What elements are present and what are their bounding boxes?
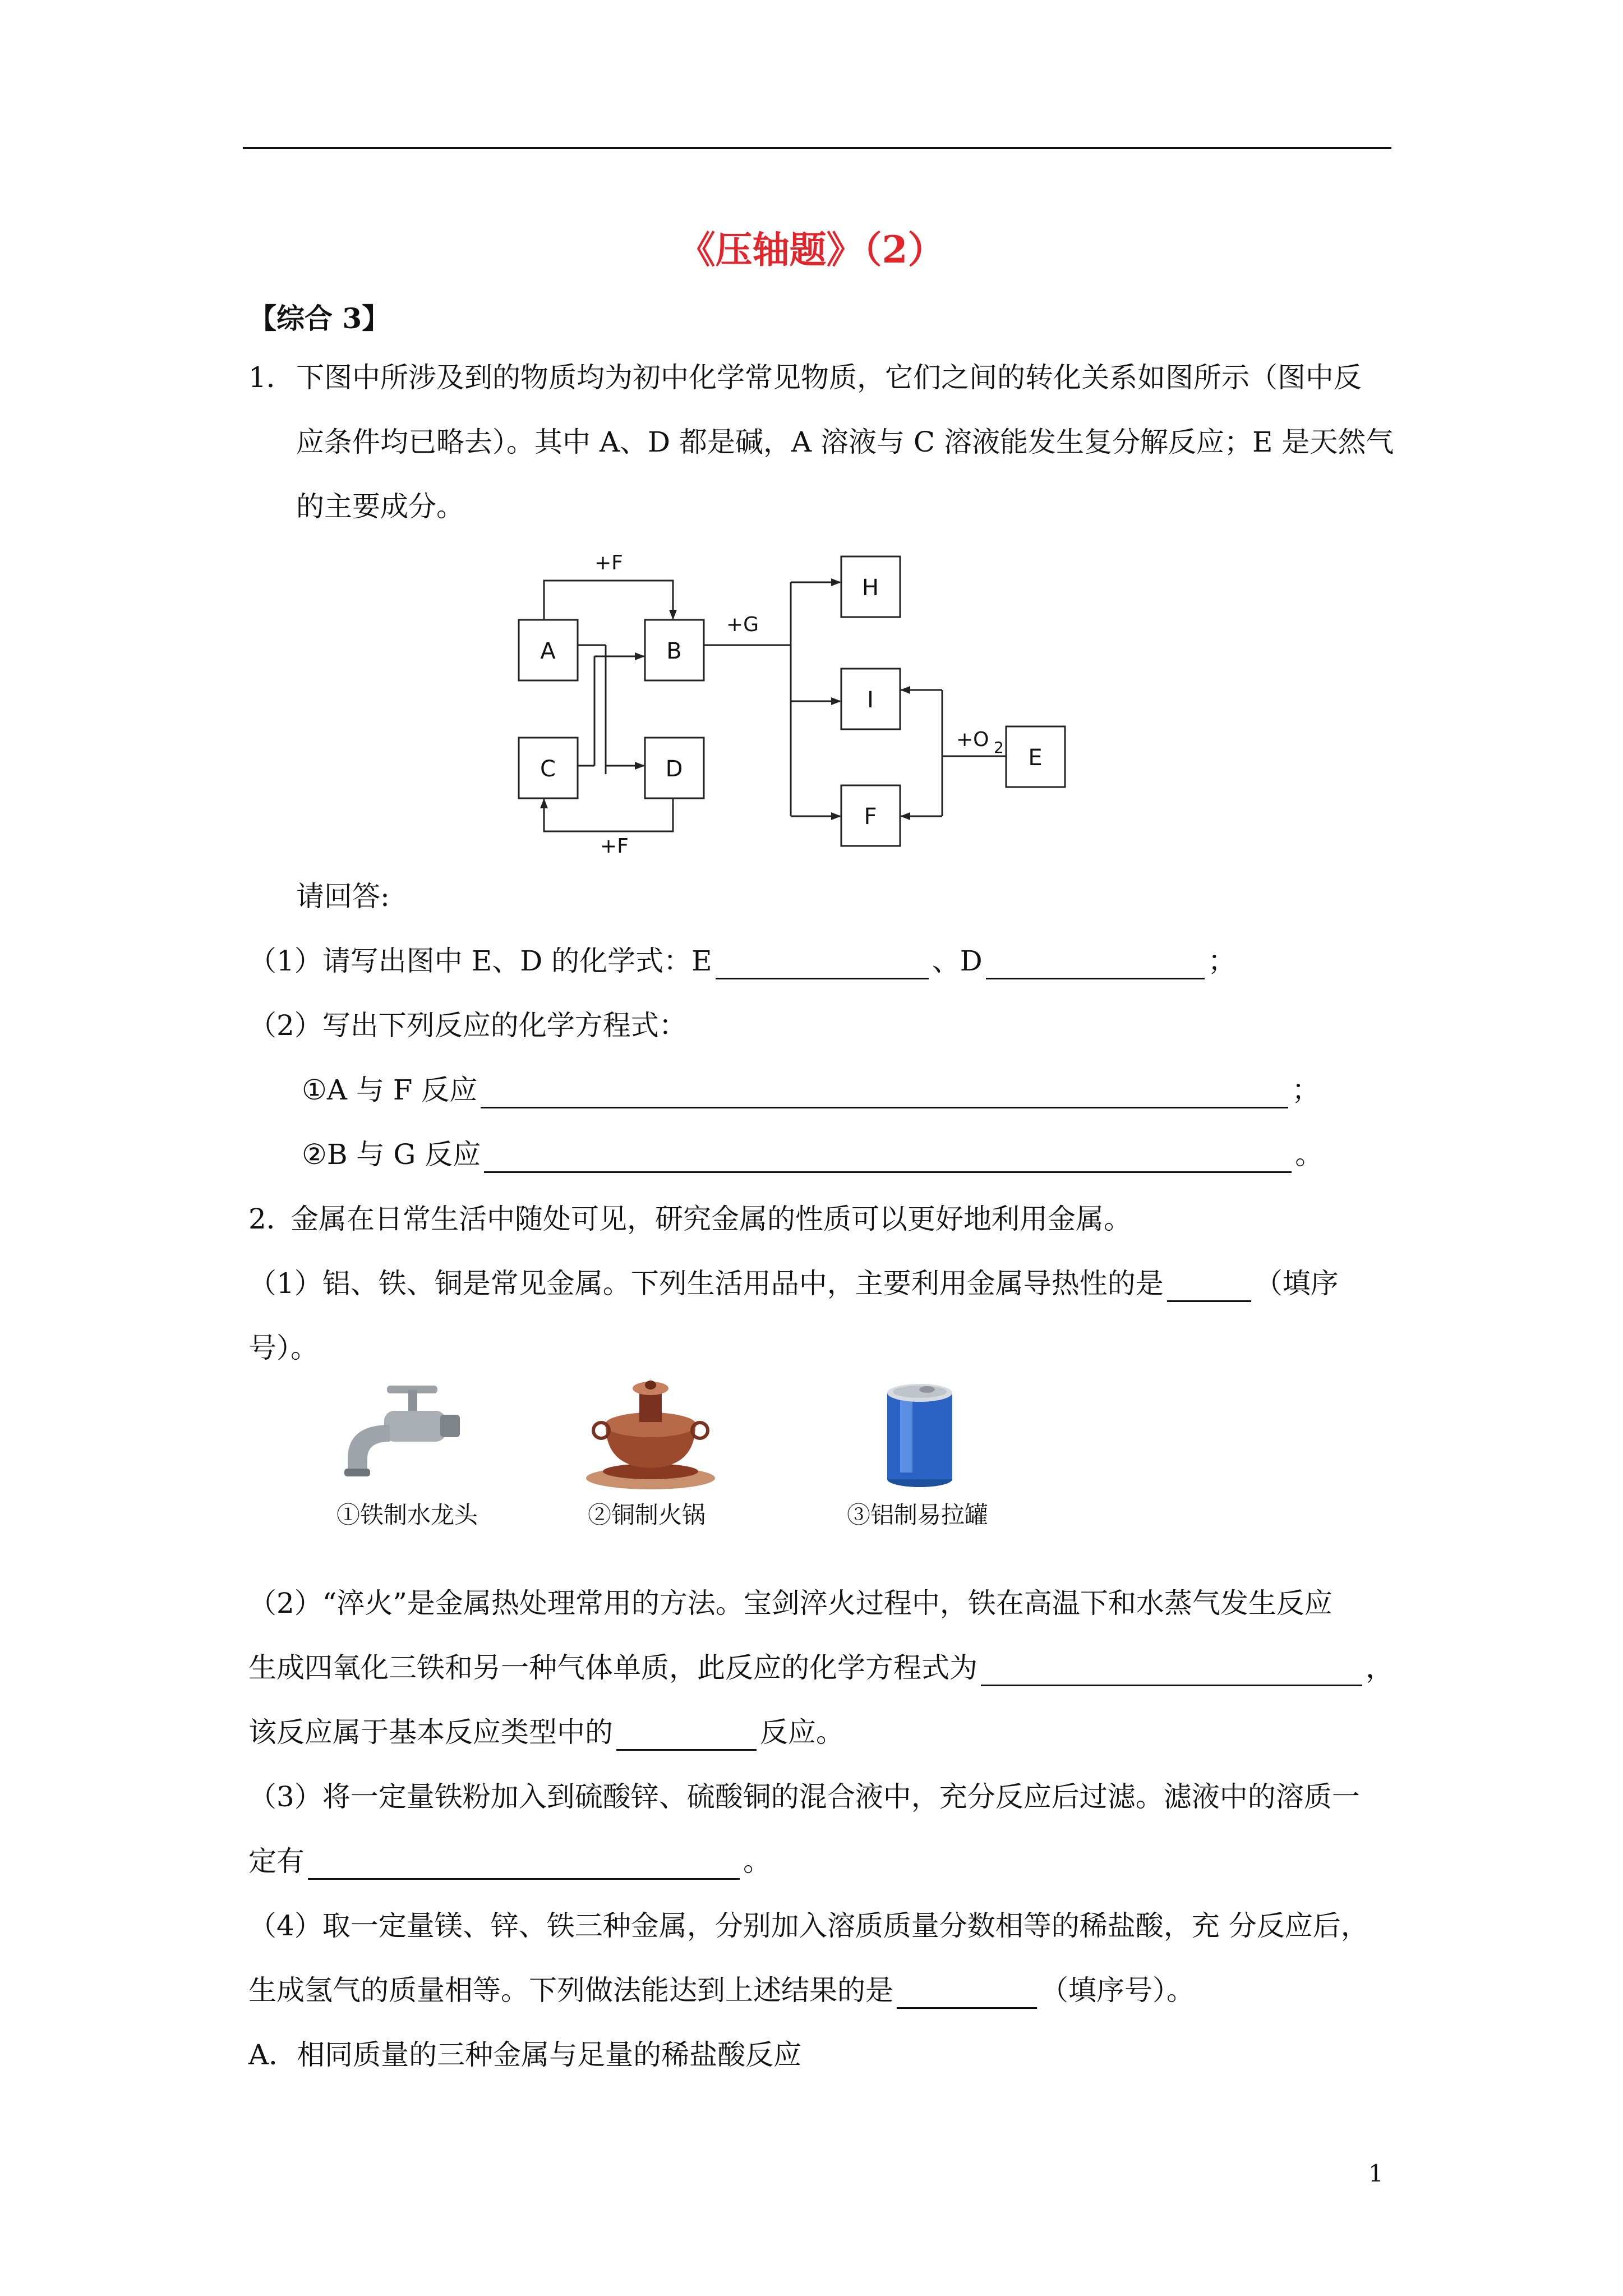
page-number: 1: [1368, 2160, 1384, 2187]
q2-p4-line2: 生成氢气的质量相等。下列做法能达到上述结果的是 （填序号）。: [248, 1972, 1195, 2009]
can-icon: [878, 1377, 962, 1489]
please-answer: 请回答:: [296, 880, 390, 913]
q1-stem-line3: 的主要成分。: [296, 490, 464, 523]
box-label: F: [864, 804, 877, 830]
q1-sub2-b: ②B 与 G 反应 。: [302, 1136, 1323, 1173]
q2-p2-line1: （2）“淬火”是金属热处理常用的方法。宝剑淬火过程中，铁在高温下和水蒸气发生反应: [248, 1587, 1332, 1619]
q2-option-a: A．相同质量的三种金属与足量的稀盐酸反应: [248, 2039, 802, 2071]
box-label: B: [666, 638, 682, 664]
box-label: E: [1028, 745, 1043, 771]
q1-stem-line1: 下图中所涉及到的物质均为初中化学常见物质，它们之间的转化关系如图所示（图中反: [296, 361, 1362, 394]
q1-stem-line2: 应条件均已略去）。其中 A、D 都是碱，A 溶液与 C 溶液能发生复分解反应；E 是天然气: [296, 426, 1394, 458]
answer-blank-solute[interactable]: [308, 1851, 740, 1880]
answer-blank-e[interactable]: [716, 951, 929, 979]
q1-sub1: （1）请写出图中 E、D 的化学式：E 、D ；: [248, 942, 1236, 979]
q1-sub2-a: ①A 与 F 反应 ；: [302, 1071, 1320, 1108]
label-plus-f-top: +F: [594, 551, 623, 574]
q1-number: 1．: [248, 361, 294, 394]
box-label: I: [867, 687, 874, 713]
q2-number: 2．: [248, 1203, 294, 1235]
answer-blank-reaction-type[interactable]: [616, 1722, 757, 1751]
caption-hotpot: ②铜制火锅: [588, 1501, 706, 1529]
q2-p3-line1: （3）将一定量铁粉加入到硫酸锌、硫酸铜的混合液中，充分反应后过滤。滤液中的溶质一: [248, 1780, 1360, 1813]
box-label: D: [665, 756, 683, 782]
q2-p1-line2: 号）。: [248, 1332, 319, 1364]
answer-blank-b-g[interactable]: [484, 1144, 1292, 1173]
label-plus-g: +G: [726, 613, 759, 636]
q2-p2-line2: 生成四氧化三铁和另一种气体单质，此反应的化学方程式为 ，: [248, 1649, 1394, 1686]
caption-faucet: ①铁制水龙头: [336, 1501, 478, 1529]
page-title: 《压轴题》（2）: [678, 228, 945, 272]
caption-can: ③铝制易拉罐: [847, 1501, 989, 1529]
answer-blank-p4[interactable]: [897, 1980, 1037, 2009]
answer-blank-d[interactable]: [986, 951, 1205, 979]
q2-p1-line1: （1）铝、铁、铜是常见金属。下列生活用品中，主要利用金属导热性的是 （填序: [248, 1265, 1339, 1302]
q2-stem: 金属在日常生活中随处可见，研究金属的性质可以更好地利用金属。: [291, 1203, 1132, 1235]
section-heading: 【综合 3】: [248, 302, 390, 335]
label-o2-subscript: 2: [994, 738, 1004, 757]
label-plus-o2: +O: [956, 728, 989, 751]
answer-blank-p1[interactable]: [1167, 1273, 1251, 1302]
faucet-icon: [336, 1380, 465, 1487]
answer-blank-equation[interactable]: [981, 1658, 1362, 1686]
header-rule: [243, 147, 1391, 149]
box-label: C: [540, 756, 556, 782]
q2-p4-line1: （4）取一定量镁、锌、铁三种金属，分别加入溶质质量分数相等的稀盐酸，充 分反应后，: [248, 1910, 1369, 1942]
reaction-diagram: [505, 539, 1094, 853]
answer-blank-a-f[interactable]: [481, 1080, 1288, 1108]
q2-p3-line2: 定有 。: [248, 1843, 771, 1880]
box-label: H: [861, 575, 879, 601]
q2-p2-line3: 该反应属于基本反应类型中的 反应。: [248, 1714, 844, 1751]
box-label: A: [540, 638, 556, 664]
hotpot-icon: [583, 1372, 718, 1492]
label-plus-f-bottom: +F: [600, 835, 629, 853]
q1-sub2: （2）写出下列反应的化学方程式：: [248, 1009, 687, 1042]
